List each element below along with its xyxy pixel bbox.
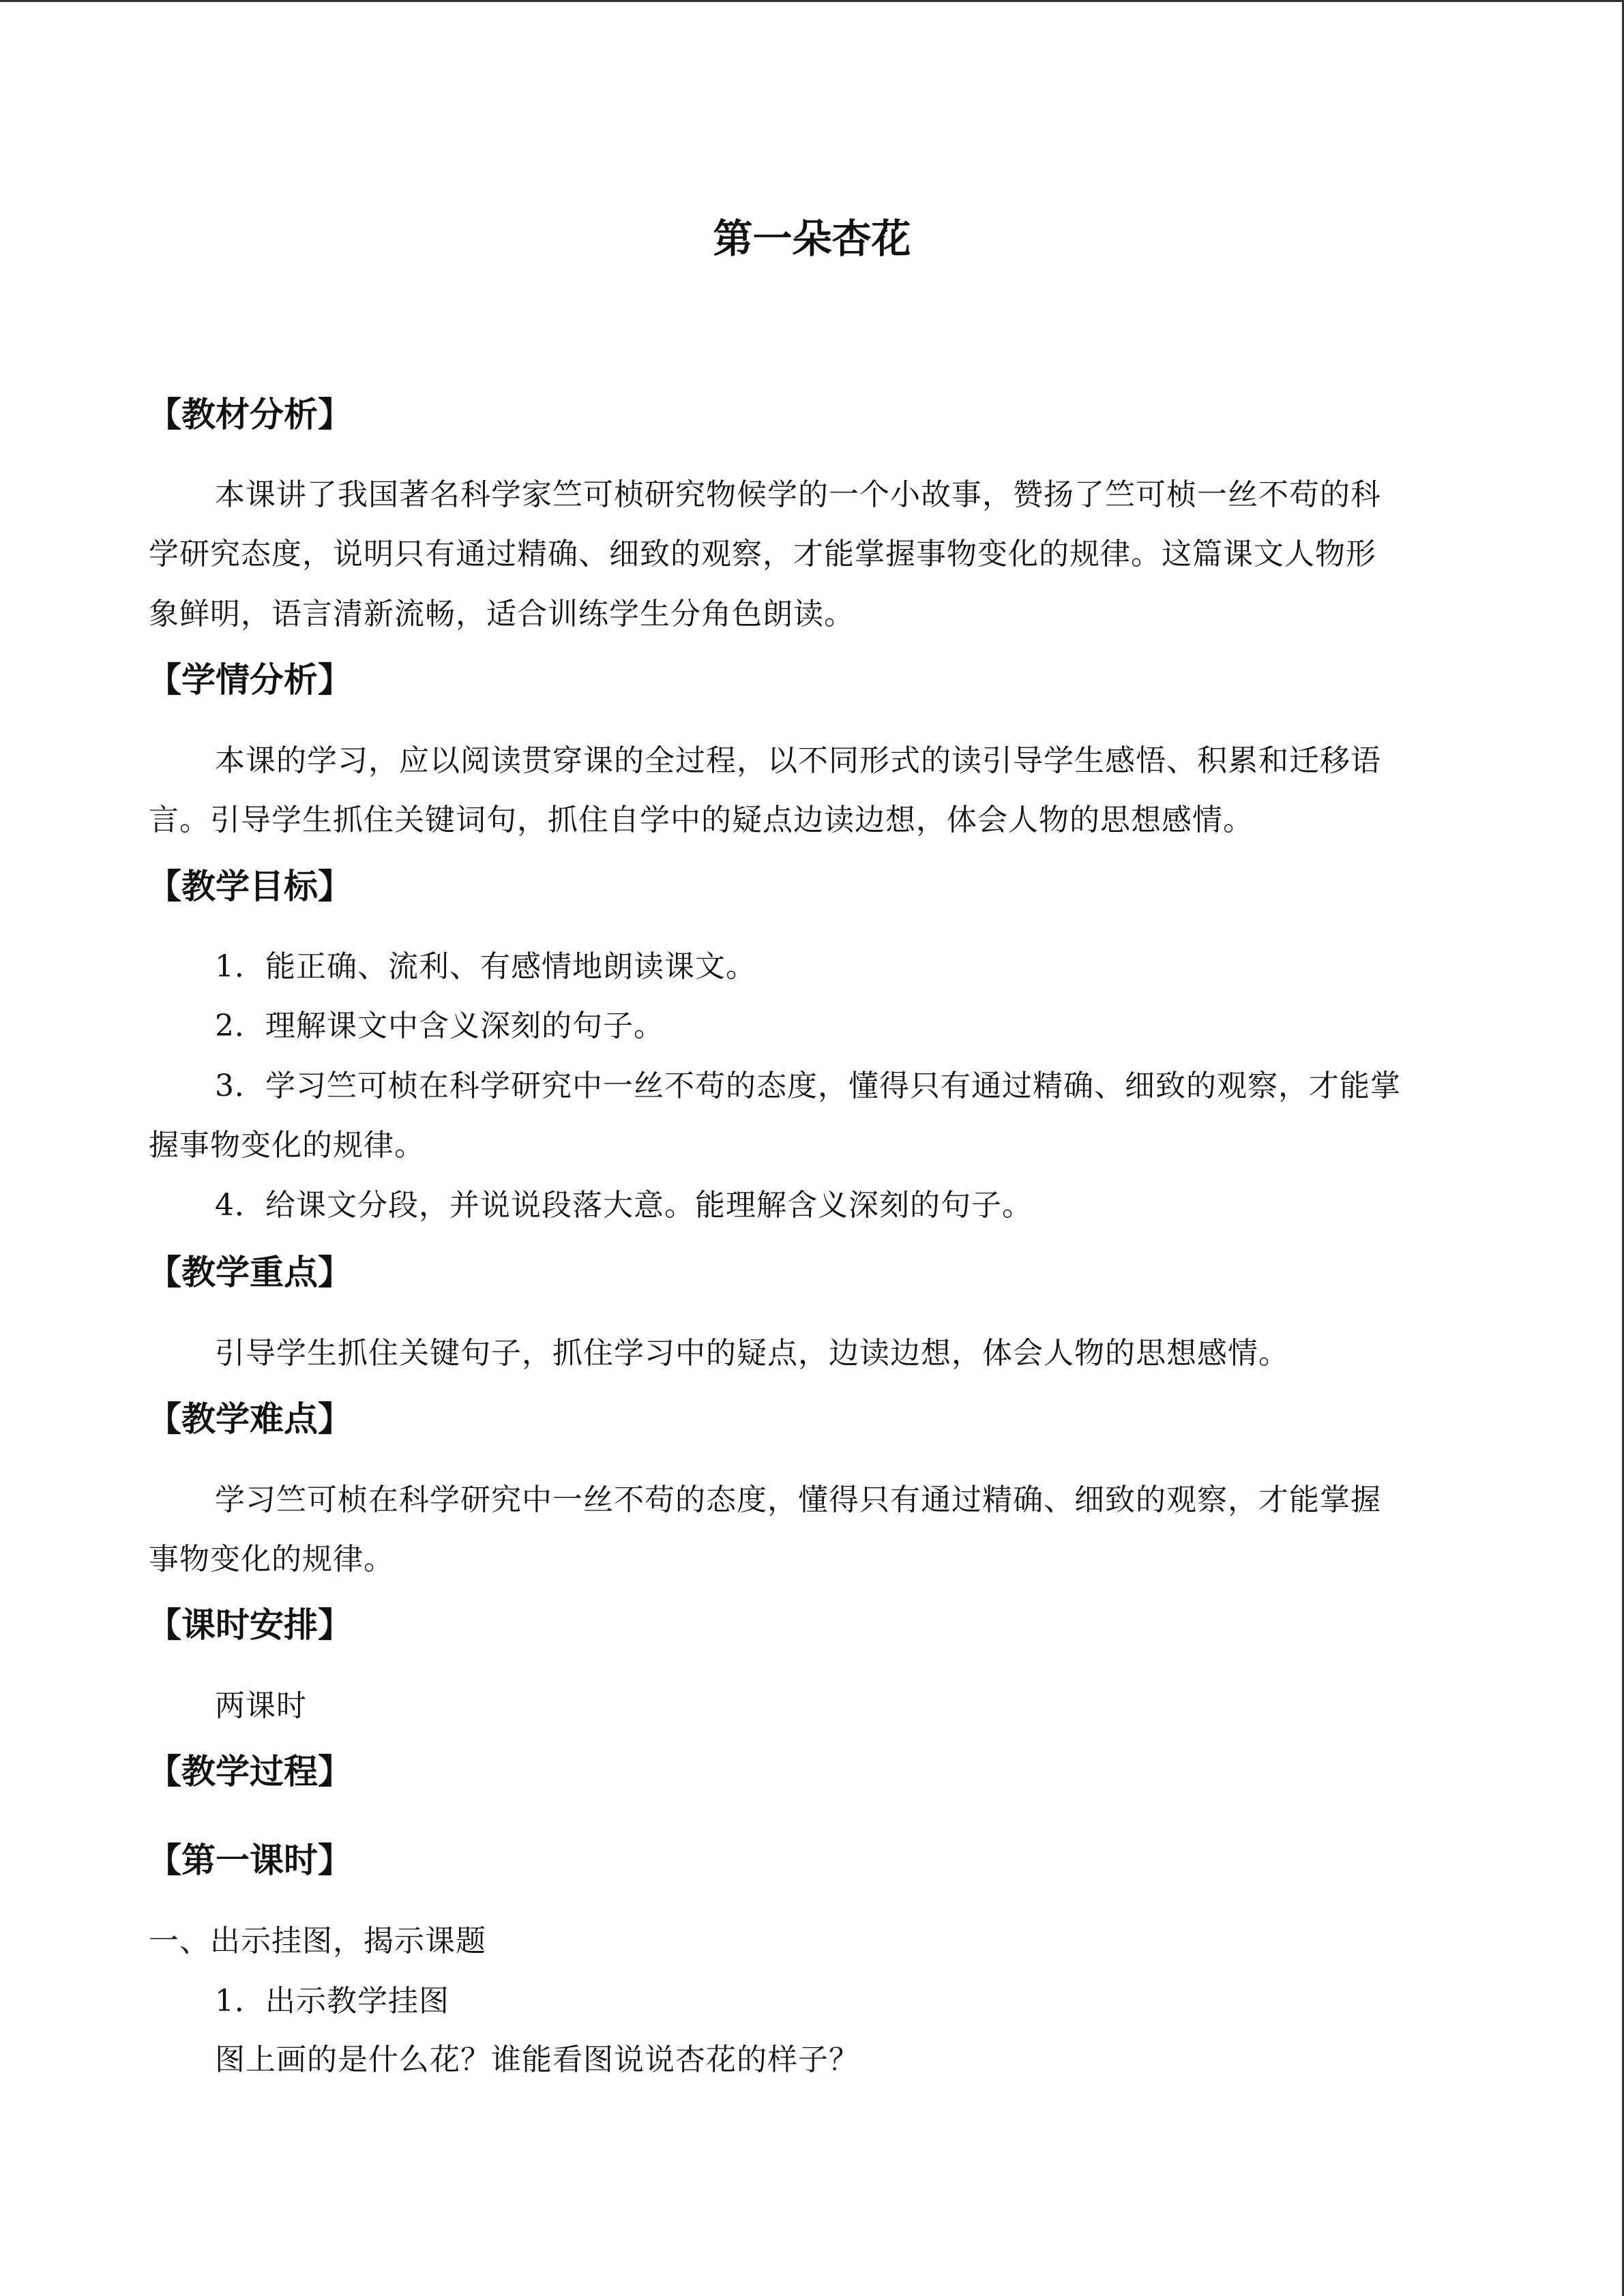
- students-line-1: 本课的学习，应以阅读贯穿课的全过程，以不同形式的读引导学生感悟、积累和迁移语: [215, 743, 1381, 778]
- material-line-3: 象鲜明，语言清新流畅，适合训练学生分角色朗读。: [149, 597, 855, 631]
- key-points-line-1: 引导学生抓住关键句子，抓住学习中的疑点，边读边想，体会人物的思想感情。: [215, 1336, 1289, 1371]
- first-lesson-substep-1: 1．出示教学挂图: [215, 1984, 449, 2018]
- heading-schedule: 【课时安排】: [147, 1605, 352, 1645]
- goal-item-3: 3．学习竺可桢在科学研究中一丝不苟的态度，懂得只有通过精确、细致的观察，才能掌: [215, 1069, 1401, 1103]
- top-border-line: [0, 0, 1624, 2]
- first-lesson-step-1: 一、出示挂图，揭示课题: [149, 1924, 486, 1958]
- heading-student-analysis: 【学情分析】: [147, 660, 352, 700]
- heading-first-lesson: 【第一课时】: [147, 1840, 352, 1880]
- material-line-2: 学研究态度，说明只有通过精确、细致的观察，才能掌握事物变化的规律。这篇课文人物形: [149, 537, 1376, 571]
- heading-material-analysis: 【教材分析】: [147, 395, 352, 434]
- students-line-2: 言。引导学生抓住关键词句，抓住自学中的疑点边读边想，体会人物的思想感情。: [149, 803, 1254, 837]
- heading-teaching-goals: 【教学目标】: [147, 867, 352, 906]
- page-title: 第一朵杏花: [713, 215, 911, 262]
- difficulties-line-1: 学习竺可桢在科学研究中一丝不苟的态度，懂得只有通过精确、细致的观察，才能掌握: [215, 1482, 1381, 1517]
- goal-item-3-cont: 握事物变化的规律。: [149, 1128, 425, 1163]
- material-line-1: 本课讲了我国著名科学家竺可桢研究物候学的一个小故事，赞扬了竺可桢一丝不苟的科: [215, 477, 1381, 512]
- first-lesson-question: 图上画的是什么花？谁能看图说说杏花的样子？: [215, 2042, 859, 2077]
- heading-teaching-process: 【教学过程】: [147, 1752, 352, 1791]
- heading-difficulties: 【教学难点】: [147, 1399, 352, 1439]
- schedule-line-1: 两课时: [215, 1688, 307, 1723]
- goal-item-1: 1．能正确、流利、有感情地朗读课文。: [215, 949, 756, 984]
- heading-key-points: 【教学重点】: [147, 1253, 352, 1292]
- difficulties-line-2: 事物变化的规律。: [149, 1542, 394, 1577]
- goal-item-4: 4．给课文分段，并说说段落大意。能理解含义深刻的句子。: [215, 1188, 1033, 1223]
- goal-item-2: 2．理解课文中含义深刻的句子。: [215, 1009, 664, 1043]
